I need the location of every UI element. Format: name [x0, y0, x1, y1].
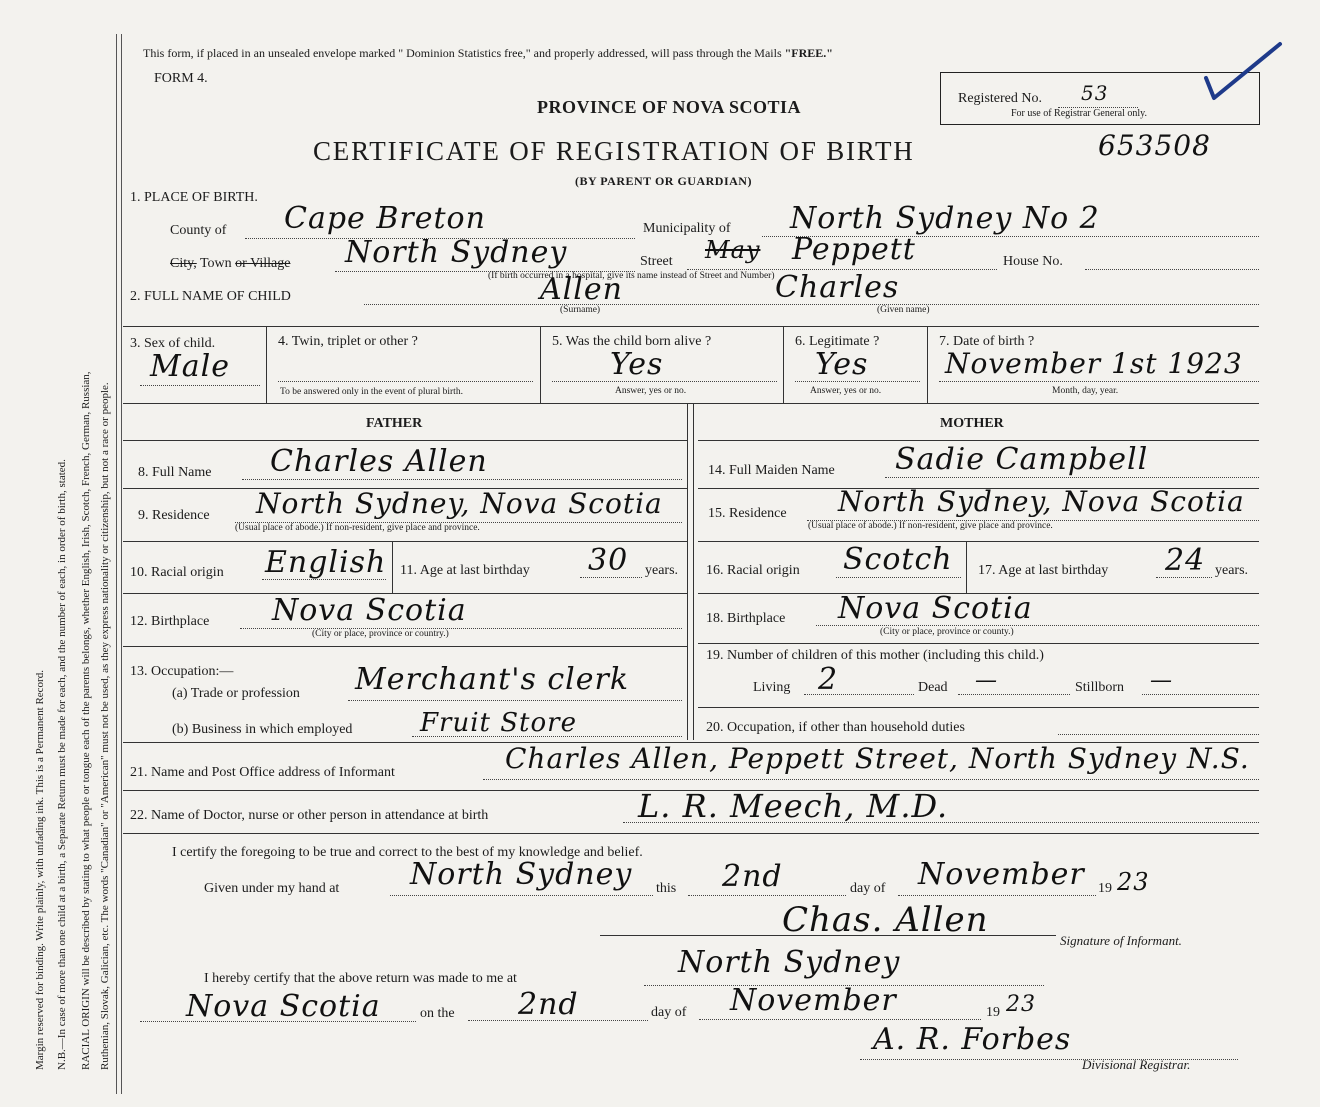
- father-heading: FATHER: [366, 416, 423, 431]
- surname-caption: (Surname): [560, 305, 601, 315]
- side-note-racial-origin: RACIAL ORIGIN will be described by stating to what people or tongue each of the parents belongs, whether English, Irish, Scotch, French, German, Russian,: [80, 371, 92, 1070]
- on-the-label: on the: [420, 1006, 455, 1021]
- mother-birthplace-caption: (City or place, province or county.): [880, 627, 1014, 637]
- registrar-province-value: Nova Scotia: [186, 989, 381, 1024]
- children-count-label: 19. Number of children of this mother (including this child.): [706, 648, 1044, 663]
- registrar-month-value: November: [730, 983, 897, 1018]
- mother-birthplace-label: 18. Birthplace: [706, 611, 786, 626]
- born-alive-value: Yes: [610, 347, 664, 382]
- side-note-plural-birth: N.B.—In case of more than one child at a birth, a Separate Return must be made for each, and the number of each, in order of birth, stated.: [56, 459, 68, 1070]
- mother-racial-label: 16. Racial origin: [706, 563, 800, 578]
- house-number-label: House No.: [1003, 254, 1063, 269]
- mother-residence-label: 15. Residence: [708, 506, 787, 521]
- place-of-birth-heading: 1. PLACE OF BIRTH.: [130, 190, 258, 205]
- this-label: this: [656, 881, 677, 896]
- living-label: Living: [753, 680, 791, 695]
- informant-value: Charles Allen, Peppett Street, North Sydney N.S.: [505, 742, 1250, 775]
- father-residence-caption: (Usual place of abode.) If non-resident, give place and province.: [235, 523, 480, 533]
- father-birthplace-value: Nova Scotia: [272, 593, 467, 628]
- municipality-label: Municipality of: [643, 221, 731, 236]
- dead-label: Dead: [918, 680, 948, 695]
- father-birthplace-label: 12. Birthplace: [130, 614, 210, 629]
- certificate-subtitle: (BY PARENT OR GUARDIAN): [575, 174, 752, 188]
- given-under-label: Given under my hand at: [204, 881, 340, 896]
- county-label: County of: [170, 223, 227, 238]
- doctor-value: L. R. Meech, M.D.: [638, 787, 949, 825]
- legitimate-caption: Answer, yes or no.: [810, 386, 882, 396]
- street-label: Street: [640, 254, 673, 269]
- stillborn-value: —: [1150, 668, 1173, 693]
- living-value: 2: [818, 662, 839, 697]
- legitimate-value: Yes: [815, 347, 869, 382]
- registrar-day-of-label: day of: [651, 1005, 687, 1020]
- check-mark-icon: [1200, 38, 1290, 108]
- father-years-label: years.: [645, 563, 679, 578]
- sex-value: Male: [150, 349, 230, 384]
- occupation-label: 13. Occupation:—: [130, 664, 234, 679]
- mother-residence-caption: (Usual place of abode.) If non-resident, give place and province.: [808, 521, 1053, 531]
- mother-birthplace-value: Nova Scotia: [838, 591, 1033, 626]
- given-day-value: 2nd: [722, 859, 783, 894]
- mother-racial-value: Scotch: [843, 542, 953, 577]
- registrar-year-value: 23: [1006, 992, 1036, 1017]
- mother-age-value: 24: [1165, 543, 1206, 578]
- hospital-note: (If birth occurred in a hospital, give its name instead of Street and Number): [488, 271, 775, 281]
- mail-notice: This form, if placed in an unsealed envelope marked " Dominion Statistics free," and properly addressed, will pass through the Mails "FREE.": [143, 46, 833, 60]
- trade-label: (a) Trade or profession: [172, 686, 300, 701]
- informant-label: 21. Name and Post Office address of Informant: [130, 765, 395, 780]
- street-struck-value: May: [705, 236, 761, 264]
- registered-number: 53: [1081, 81, 1109, 105]
- father-racial-value: English: [265, 545, 387, 580]
- informant-signature-caption: Signature of Informant.: [1060, 933, 1182, 948]
- registrar-signature: A. R. Forbes: [873, 1022, 1072, 1057]
- given-year-prefix: 19: [1098, 881, 1112, 896]
- mother-name-value: Sadie Campbell: [895, 442, 1149, 477]
- margin-rule-inner: [121, 34, 122, 1094]
- date-of-birth-label: 7. Date of birth ?: [939, 334, 1035, 349]
- child-given-name-value: Charles: [775, 270, 900, 305]
- date-of-birth-value: November 1st 1923: [945, 347, 1243, 380]
- mother-occupation-label: 20. Occupation, if other than household duties: [706, 720, 965, 735]
- mother-name-label: 14. Full Maiden Name: [708, 463, 835, 478]
- trade-value: Merchant's clerk: [355, 662, 630, 697]
- street-value: Peppett: [792, 232, 916, 267]
- legitimate-label: 6. Legitimate ?: [795, 334, 880, 349]
- father-age-label: 11. Age at last birthday: [400, 563, 530, 578]
- province-heading: PROVINCE OF NOVA SCOTIA: [537, 97, 802, 117]
- registrar-caption: Divisional Registrar.: [1082, 1057, 1191, 1072]
- side-note-racial-origin-cont: Ruthenian, Slovak, Galician, etc. The words "Canadian" or "American" must not be used, as they express nationality or citizenship, but not a race or people.: [99, 382, 111, 1070]
- registrar-year-prefix: 19: [986, 1005, 1000, 1020]
- sex-label: 3. Sex of child.: [130, 336, 216, 351]
- form-number: FORM 4.: [154, 71, 208, 86]
- mother-heading: MOTHER: [940, 416, 1004, 431]
- twin-label: 4. Twin, triplet or other ?: [278, 334, 418, 349]
- doctor-label: 22. Name of Doctor, nurse or other person in attendance at birth: [130, 808, 489, 823]
- given-name-caption: (Given name): [877, 305, 930, 315]
- registrar-statement: I hereby certify that the above return was made to me at: [204, 971, 517, 986]
- registrar-use-note: For use of Registrar General only.: [1011, 108, 1147, 119]
- municipality-value: North Sydney No 2: [790, 201, 1100, 236]
- mother-years-label: years.: [1215, 563, 1249, 578]
- born-alive-label: 5. Was the child born alive ?: [552, 334, 712, 349]
- child-surname-value: Allen: [540, 272, 623, 307]
- father-racial-label: 10. Racial origin: [130, 565, 224, 580]
- father-age-value: 30: [588, 543, 629, 578]
- certificate-title: CERTIFICATE OF REGISTRATION OF BIRTH: [313, 136, 915, 166]
- mother-residence-value: North Sydney, Nova Scotia: [838, 485, 1245, 518]
- mother-age-label: 17. Age at last birthday: [978, 563, 1109, 578]
- child-name-label: 2. FULL NAME OF CHILD: [130, 289, 291, 304]
- father-birthplace-caption: (City or place, province or country.): [312, 629, 449, 639]
- born-alive-caption: Answer, yes or no.: [615, 386, 687, 396]
- stamp-number: 653508: [1098, 129, 1211, 162]
- father-name-value: Charles Allen: [270, 444, 488, 479]
- business-value: Fruit Store: [420, 708, 577, 738]
- given-year-value: 23: [1117, 868, 1150, 896]
- given-day-of-label: day of: [850, 881, 886, 896]
- county-value: Cape Breton: [284, 201, 486, 236]
- given-month-value: November: [918, 857, 1085, 892]
- town-value: North Sydney: [345, 235, 568, 270]
- business-label: (b) Business in which employed: [172, 722, 353, 737]
- father-residence-value: North Sydney, Nova Scotia: [256, 487, 663, 520]
- date-of-birth-caption: Month, day, year.: [1052, 386, 1119, 396]
- side-note-margin: Margin reserved for binding. Write plainly, with unfading ink. This is a Permanent Record.: [34, 670, 46, 1070]
- margin-rule: [116, 34, 117, 1094]
- certify-statement: I certify the foregoing to be true and correct to the best of my knowledge and belief.: [172, 845, 643, 860]
- stillborn-label: Stillborn: [1075, 680, 1125, 695]
- city-town-village-label: City, Town or Village: [170, 256, 291, 271]
- father-name-label: 8. Full Name: [138, 465, 212, 480]
- given-place-value: North Sydney: [410, 857, 633, 892]
- registered-label: Registered No.: [958, 91, 1042, 106]
- father-residence-label: 9. Residence: [138, 508, 210, 523]
- twin-caption: To be answered only in the event of plural birth.: [280, 387, 463, 397]
- dead-value: —: [975, 668, 998, 693]
- registrar-day-value: 2nd: [518, 987, 579, 1022]
- registrar-place-value: North Sydney: [678, 945, 901, 980]
- informant-signature: Chas. Allen: [782, 900, 989, 940]
